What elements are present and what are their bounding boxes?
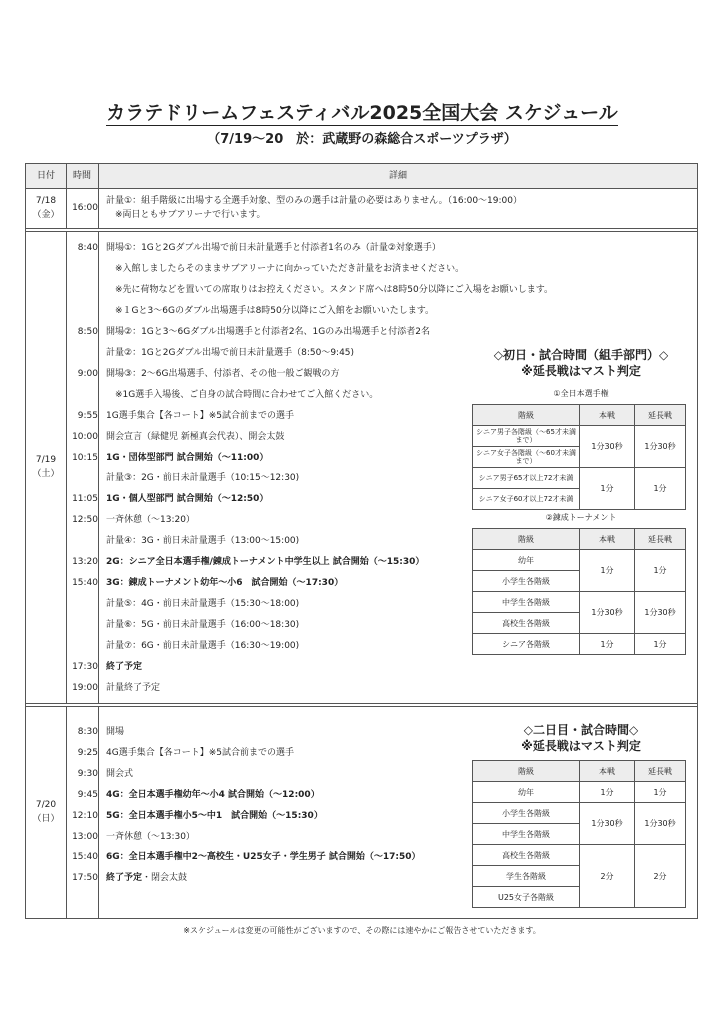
table-header — [26, 164, 697, 189]
cell-extension: 1分30秒 — [635, 426, 686, 468]
th-class: 階級 — [473, 405, 580, 426]
row-time: 15:40 — [72, 578, 98, 589]
day2-box-note: ※延長戦はマスト判定 — [521, 739, 641, 753]
day1-weekday: （土） — [32, 469, 60, 479]
cell-class: 中学生各階級 — [473, 592, 580, 613]
row-text: 開会式 — [106, 768, 134, 779]
row-text: 開会宣言（緑健児 新極真会代表）、開会太鼓 — [106, 431, 285, 442]
row-time: 10:15 — [72, 452, 98, 463]
day2-date-value: 7/20 — [35, 800, 57, 810]
th-extension: 延長戦 — [635, 529, 686, 550]
cell-class: シニア女子60才以上72才未満 — [473, 489, 580, 510]
day2-weekday: （日） — [32, 814, 60, 824]
row-text: 1G・個人型部門 試合開始（～12:50） — [106, 494, 269, 505]
row-text: ※入館しましたらそのままサブアリーナに向かっていただき計量をお済ませください。 — [106, 263, 465, 274]
th-main: 本戦 — [580, 405, 635, 426]
row-text: 4G：全日本選手権幼年～小4 試合開始（～12:00） — [106, 789, 320, 800]
cell-extension: 1分30秒 — [635, 592, 686, 634]
row-text: 開場③：2～6G出場選手、付添者、その他一般ご観戦の方 — [106, 368, 340, 379]
row-text: ※１Gと3～6Gのダブル出場選手は8時50分以降にご入館をお願いいたします。 — [106, 305, 435, 316]
section-divider — [26, 703, 697, 707]
row-time: 9:45 — [77, 789, 98, 800]
row-time: 8:30 — [77, 727, 98, 737]
row-text: 2G：シニア全日本選手権/錬成トーナメント中学生以上 試合開始（～15:30） — [106, 557, 425, 568]
table-day2 — [472, 760, 686, 908]
header-time: 時間 — [72, 171, 91, 181]
row-text: 開場 — [106, 727, 125, 737]
cell-main: 1分30秒 — [580, 592, 635, 634]
row-text — [106, 872, 187, 884]
row-text: 計量②：1Gと2Gダブル出場で前日未計量選手（8:50～9:45) — [106, 347, 355, 358]
cell-class: 学生各階級 — [473, 866, 580, 887]
row-text: ※先に荷物などを置いての席取りはお控えください。スタンド席へは8時50分以降にご入場をお願いします。 — [106, 284, 554, 295]
row-time: 9:00 — [77, 368, 98, 379]
cell-main: 1分30秒 — [580, 426, 635, 468]
cell-extension: 1分 — [635, 782, 686, 803]
row-text: 計量④：3G・前日未計量選手（13:00～15:00) — [106, 536, 300, 547]
divider — [98, 707, 99, 919]
row-text: 計量終了予定 — [106, 682, 161, 693]
day2-date — [26, 798, 66, 826]
divider — [98, 164, 99, 188]
divider — [66, 232, 67, 703]
row-text: 終了予定 — [106, 662, 143, 672]
cell-extension: 1分 — [635, 634, 686, 655]
row-text: 計量⑥：5G・前日未計量選手（16:00～18:30) — [106, 620, 300, 631]
divider — [98, 232, 99, 703]
row-time: 8:40 — [77, 243, 98, 253]
header-detail: 詳細 — [388, 171, 407, 181]
day0-weekday: （金） — [32, 210, 60, 220]
divider — [66, 188, 67, 228]
row-text: 開場②：1Gと3～6Gダブル出場選手と付添者2名、1Gのみ出場選手と付添者2名 — [106, 326, 430, 337]
cell-main: 1分30秒 — [580, 803, 635, 845]
cell-main: 1分 — [580, 634, 635, 655]
header-date: 日付 — [36, 171, 55, 181]
day1-box-title: ◇初日・試合時間（組手部門）◇ — [493, 348, 669, 362]
th-class: 階級 — [473, 761, 580, 782]
divider — [66, 164, 67, 188]
cell-extension: 1分 — [635, 550, 686, 592]
cell-class: シニア各階級 — [473, 634, 580, 655]
row-text: 3G：錬成トーナメント幼年～小6 試合開始（～17:30） — [106, 578, 344, 589]
row-time: 19:00 — [72, 682, 98, 693]
row-text: 開場①：1Gと2Gダブル出場で前日未計量選手と付添者1名のみ（計量②対象選手） — [106, 243, 441, 253]
row-time: 13:00 — [72, 831, 98, 842]
cell-main: 1分 — [580, 550, 635, 592]
cell-class: U25女子各階級 — [473, 887, 580, 908]
cell-class: 高校生各階級 — [473, 613, 580, 634]
section-divider — [26, 228, 697, 232]
cell-class: 中学生各階級 — [473, 824, 580, 845]
schedule-frame — [25, 163, 698, 919]
row-text: 計量③：2G・前日未計量選手（10:15～12:30) — [106, 473, 300, 484]
day2-box-title: ◇二日目・試合時間◇ — [523, 723, 639, 737]
row-time: 15:40 — [72, 852, 98, 863]
row-text: 一斉休憩（～13:30） — [106, 831, 195, 842]
row-time: 8:50 — [77, 326, 98, 337]
table-training-tournament — [472, 528, 686, 655]
row-text: 1G選手集合【各コート】※5試合前までの選手 — [106, 410, 294, 421]
row-time: 12:10 — [72, 810, 98, 821]
cell-extension: 1分30秒 — [635, 803, 686, 845]
row-text: ※1G選手入場後、ご自身の試合時間に合わせてご入館ください。 — [106, 389, 379, 400]
row-time: 12:50 — [72, 515, 98, 526]
cell-class: シニア男子各階級（～65才未満まで） — [473, 426, 580, 447]
divider — [98, 188, 99, 228]
day1-date-value: 7/19 — [35, 455, 57, 465]
day1-box-note: ※延長戦はマスト判定 — [521, 364, 641, 378]
cell-main: 1分 — [580, 782, 635, 803]
cell-class: 幼年 — [473, 782, 580, 803]
cell-main: 2分 — [580, 845, 635, 908]
th-class: 階級 — [473, 529, 580, 550]
divider — [66, 707, 67, 919]
day0-date — [26, 194, 66, 222]
cell-extension: 2分 — [635, 845, 686, 908]
row-text: 計量⑦：6G・前日未計量選手（16:30～19:00) — [106, 641, 300, 652]
day0-time: 16:00 — [72, 203, 98, 213]
row-text: 一斉休憩（～13:20） — [106, 515, 195, 526]
day0-line-1: 計量①：組手階級に出場する全選手対象、型のみの選手は計量の必要はありません。（16:00～19:00） — [106, 196, 522, 206]
th-main: 本戦 — [580, 761, 635, 782]
day1-date — [26, 453, 66, 481]
row-time: 9:30 — [77, 768, 98, 779]
row-time: 11:05 — [72, 494, 98, 505]
page-subtitle: （7/19～20 於：武蔵野の森総合スポーツプラザ） — [207, 132, 517, 147]
row-text: 1G・団体型部門 試合開始（～11:00） — [106, 452, 269, 463]
table1-caption: ①全日本選手権 — [553, 389, 609, 398]
cell-class: 幼年 — [473, 550, 580, 571]
th-extension: 延長戦 — [635, 405, 686, 426]
day0-line-2: ※両日ともサブアリーナで行います。 — [106, 210, 266, 220]
cell-class: シニア女子各階級（～60才未満まで） — [473, 447, 580, 468]
th-extension: 延長戦 — [635, 761, 686, 782]
row-text: 6G：全日本選手権中2～高校生・U25女子・学生男子 試合開始（～17:50） — [106, 852, 421, 863]
cell-class: 小学生各階級 — [473, 571, 580, 592]
row-time: 17:30 — [72, 662, 98, 672]
row-text-bold: 終了予定 — [106, 873, 143, 884]
page-title: カラテドリームフェスティバル2025全国大会 スケジュール — [106, 102, 618, 124]
row-text: 4G選手集合【各コート】※5試合前までの選手 — [106, 747, 294, 758]
footnote: ※スケジュールは変更の可能性がございますので、その際には速やかにご報告させていただきます。 — [183, 926, 541, 935]
row-time: 9:55 — [77, 410, 98, 421]
cell-class: シニア男子65才以上72才未満 — [473, 468, 580, 489]
table2-caption: ②錬成トーナメント — [545, 513, 617, 522]
th-main: 本戦 — [580, 529, 635, 550]
row-text: 計量⑤：4G・前日未計量選手（15:30～18:00) — [106, 599, 300, 610]
row-time: 13:20 — [72, 557, 98, 568]
cell-class: 小学生各階級 — [473, 803, 580, 824]
row-time: 9:25 — [77, 747, 98, 758]
cell-main: 1分 — [580, 468, 635, 510]
row-time: 10:00 — [72, 431, 98, 442]
cell-extension: 1分 — [635, 468, 686, 510]
day0-date-value: 7/18 — [35, 196, 57, 206]
row-time: 17:50 — [72, 873, 98, 884]
row-text-rest: ・閉会太鼓 — [142, 873, 188, 884]
cell-class: 高校生各階級 — [473, 845, 580, 866]
table-championship — [472, 404, 686, 510]
row-text: 5G：全日本選手権小5～中1 試合開始（～15:30） — [106, 810, 323, 821]
